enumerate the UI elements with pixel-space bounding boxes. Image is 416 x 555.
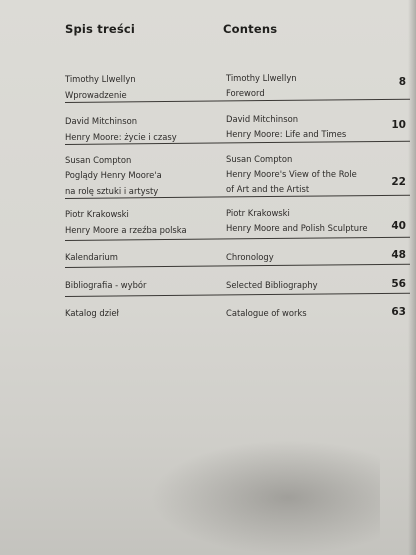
page-number: 48	[391, 249, 406, 261]
heading-english: Contens	[223, 22, 278, 36]
hand-shadow	[150, 440, 380, 555]
english-line: Chronology	[226, 252, 274, 262]
polish-line: Wprowadzenie	[65, 90, 127, 100]
polish-line: Timothy Llwellyn	[65, 74, 136, 84]
page-number: 8	[398, 76, 406, 88]
polish-line: David Mitchinson	[65, 116, 138, 126]
english-line: Piotr Krakowski	[226, 208, 290, 218]
polish-line: Kalendarium	[65, 252, 118, 262]
english-line: Henry Moore's View of the Role	[226, 169, 357, 179]
polish-line: Katalog dzieł	[65, 308, 119, 318]
page-number: 22	[391, 176, 406, 188]
page-edge-shadow	[408, 0, 416, 555]
polish-line: Henry Moore a rzeźba polska	[65, 225, 187, 235]
polish-line: Poglądy Henry Moore'a	[65, 170, 162, 180]
polish-line: Susan Compton	[65, 155, 132, 165]
english-line: Selected Bibliography	[226, 280, 318, 290]
english-line: Timothy Llwellyn	[226, 73, 297, 83]
polish-line: Bibliografia - wybór	[65, 280, 147, 290]
page-number: 63	[391, 306, 406, 318]
polish-line: Henry Moore: życie i czasy	[65, 132, 177, 142]
polish-line: Piotr Krakowski	[65, 209, 129, 219]
polish-line: na rolę sztuki i artysty	[65, 186, 159, 196]
english-line: Foreword	[226, 88, 265, 98]
page-number: 56	[391, 278, 406, 290]
english-line: Susan Compton	[226, 154, 293, 164]
english-line: David Mitchinson	[226, 114, 299, 124]
english-line: Henry Moore: Life and Times	[226, 129, 347, 139]
page-number: 40	[391, 220, 406, 232]
heading-polish: Spis treści	[65, 22, 136, 36]
entry-rule	[65, 293, 410, 297]
english-line: Catalogue of works	[226, 308, 307, 318]
page-number: 10	[391, 119, 406, 131]
english-line: Henry Moore and Polish Sculpture	[226, 223, 368, 233]
english-line: of Art and the Artist	[226, 184, 310, 194]
